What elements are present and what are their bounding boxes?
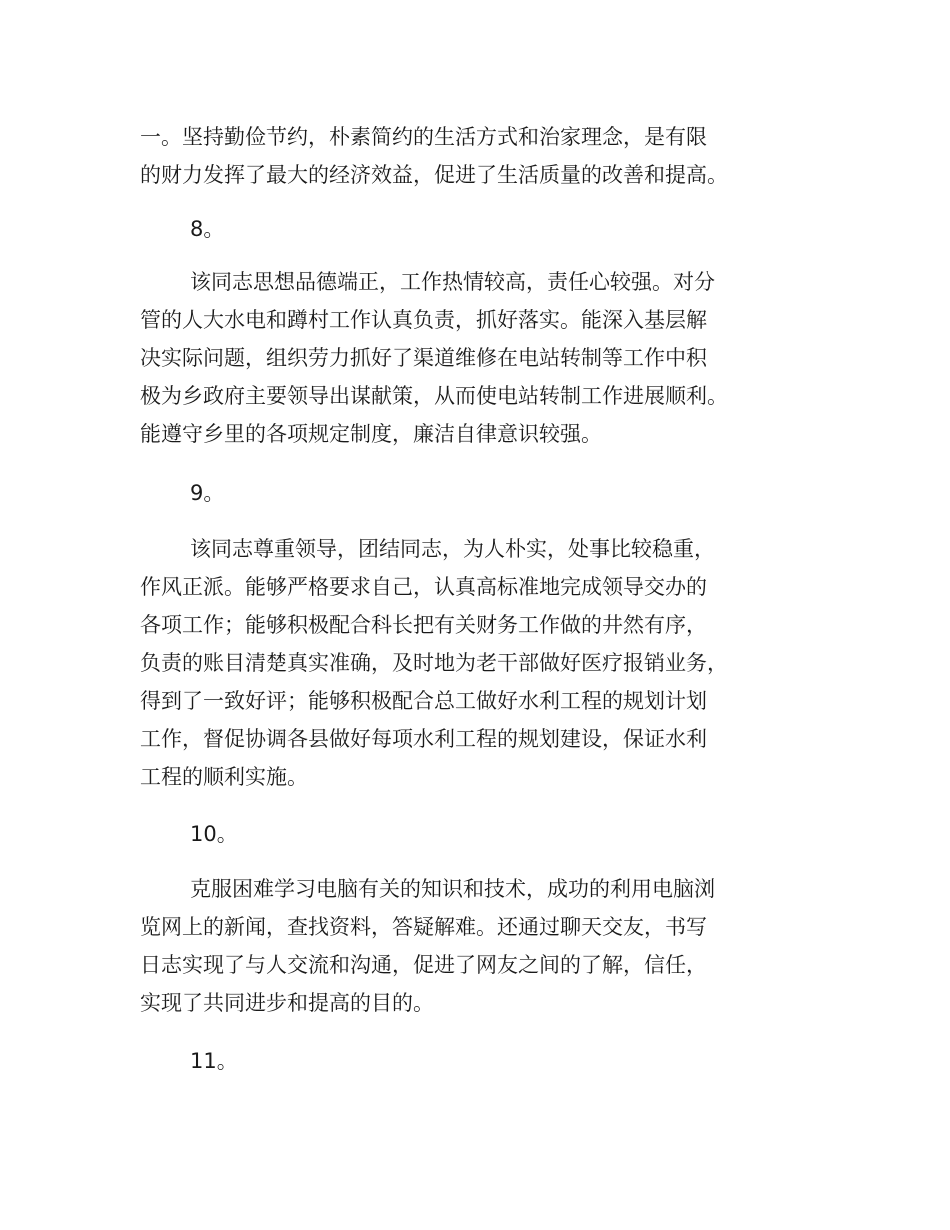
text-line: 作风正派。能够严格要求自己，认真高标准地完成领导交办的 xyxy=(140,575,707,599)
intro-paragraph xyxy=(140,118,760,194)
text-line: 一。坚持勤俭节约，朴素简约的生活方式和治家理念，是有限 xyxy=(140,125,707,149)
text-line: 极为乡政府主要领导出谋献策，从而使电站转制工作进展顺利。 xyxy=(140,384,728,408)
section-number-11 xyxy=(140,1042,760,1080)
section-8-paragraph xyxy=(140,263,760,453)
text-line: 各项工作；能够积极配合科长把有关财务工作做的井然有序， xyxy=(140,613,707,637)
section-number: 10。 xyxy=(190,822,238,846)
text-line: 的财力发挥了最大的经济效益，促进了生活质量的改善和提高。 xyxy=(140,163,728,187)
text-line: 览网上的新闻，查找资料，答疑解难。还通过聊天交友，书写 xyxy=(140,915,707,939)
text-line: 工作，督促协调各县做好每项水利工程的规划建设，保证水利 xyxy=(140,727,707,751)
section-number-9 xyxy=(140,474,760,512)
text-line: 克服困难学习电脑有关的知识和技术，成功的利用电脑浏 xyxy=(190,877,715,901)
section-number: 8。 xyxy=(190,217,225,241)
section-number: 11。 xyxy=(190,1049,238,1073)
text-line: 决实际问题，组织劳力抓好了渠道维修在电站转制等工作中积 xyxy=(140,346,707,370)
section-number-8 xyxy=(140,210,760,248)
text-line: 得到了一致好评；能够积极配合总工做好水利工程的规划计划 xyxy=(140,689,707,713)
text-line: 实现了共同进步和提高的目的。 xyxy=(140,991,434,1015)
section-number-10 xyxy=(140,815,760,853)
section-number: 9。 xyxy=(190,481,225,505)
text-line: 管的人大水电和蹲村工作认真负责，抓好落实。能深入基层解 xyxy=(140,308,707,332)
section-10-paragraph xyxy=(140,870,760,1022)
text-line: 该同志思想品德端正，工作热情较高，责任心较强。对分 xyxy=(190,270,715,294)
text-line: 能遵守乡里的各项规定制度，廉洁自律意识较强。 xyxy=(140,422,602,446)
text-line: 该同志尊重领导，团结同志，为人朴实，处事比较稳重， xyxy=(190,537,715,561)
text-line: 工程的顺利实施。 xyxy=(140,765,308,789)
text-line: 日志实现了与人交流和沟通，促进了网友之间的了解，信任， xyxy=(140,953,707,977)
text-line: 负责的账目清楚真实准确，及时地为老干部做好医疗报销业务， xyxy=(140,651,728,675)
section-9-paragraph xyxy=(140,530,760,796)
